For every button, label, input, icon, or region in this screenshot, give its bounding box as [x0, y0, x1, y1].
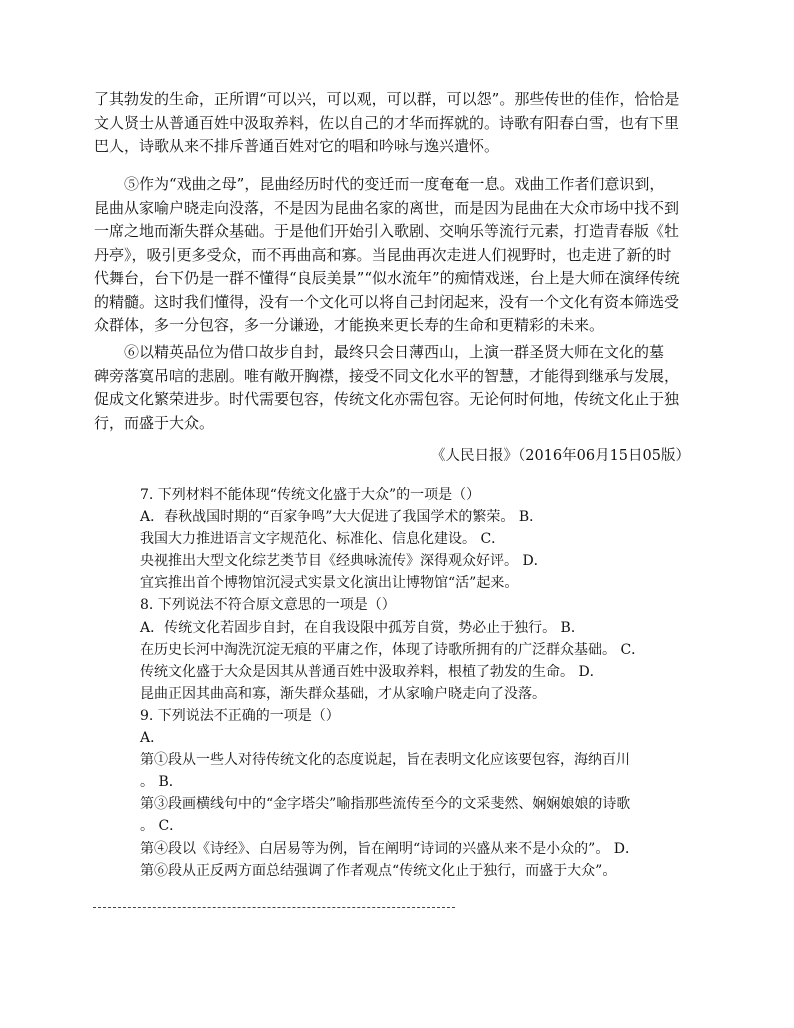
question-line: 9. 下列说法不正确的一项是（）: [140, 707, 340, 724]
text-line: ⑥以精英品位为借口故步自封，最终只会日薄西山，上演一群圣贤大师在文化的墓: [124, 343, 665, 361]
article-source: 《人民日报》（2016年06月15日05版）: [430, 448, 690, 464]
question-line: 昆曲正因其曲高和寡，渐失群众基础，才从家喻户晓走向了没落。: [140, 685, 546, 702]
question-line: 8. 下列说法不符合原文意思的一项是（）: [140, 597, 396, 614]
dashed-divider: [93, 907, 455, 908]
text-line: 代舞台，台下仍是一群不懂得“良辰美景”“似水流年”的痴情戏迷，台上是大师在演绎传统: [94, 269, 680, 287]
text-line: 碑旁落寞吊唁的悲剧。唯有敞开胸襟，接受不同文化水平的智慧，才能得到继承与发展，: [94, 366, 680, 385]
question-line: 。 C．: [140, 818, 184, 835]
text-line: 文人贤士从普通百姓中汲取养料，佐以自己的才华而挥就的。诗歌有阳春白雪，也有下里: [94, 113, 680, 132]
text-line: 一席之地而渐失群众基础。于是他们开始引入歌剧、交响乐等流行元素，打造青春版《牡: [94, 222, 680, 240]
text-line: 众群体，多一分包容，多一分谦逊，才能换来更长寿的生命和更精彩的未来。: [94, 316, 605, 334]
question-line: 第①段从一些人对待传统文化的态度说起，旨在表明文化应该要包容，海纳百川: [140, 752, 630, 769]
question-list: [140, 484, 700, 882]
text-line: 了其勃发的生命，正所谓“可以兴，可以观，可以群，可以怨”。那些传世的佳作，恰恰是: [94, 90, 680, 108]
text-line: 促成文化繁荣进步。时代需要包容，传统文化亦需包容。无论何时何地，传统文化止于独: [94, 390, 680, 408]
question-line: A．春秋战国时期的“百家争鸣”大大促进了我国学术的繁荣。 B．: [140, 509, 544, 526]
text-line: 的精髓。这时我们懂得，没有一个文化可以将自己封闭起来，没有一个文化有资本筛选受: [94, 292, 680, 311]
text-line: ⑤作为“戏曲之母”，昆曲经历时代的变迁而一度奄奄一息。戏曲工作者们意识到，: [124, 175, 665, 193]
question-line: 第③段画横线句中的“金字塔尖”喻指那些流传至今的文采斐然、娴娴娘娘的诗歌: [140, 796, 631, 813]
question-line: 央视推出大型文化综艺类节目《经典咏流传》深得观众好评。 D．: [140, 553, 548, 570]
question-line: 第④段以《诗经》、白居易等为例，旨在阐明“诗词的兴盛从来不是小众的”。 D．: [140, 840, 639, 857]
text-line: 昆曲从家喻户晓走向没落，不是因为昆曲名家的离世，而是因为昆曲在大众市场中找不到: [94, 198, 680, 217]
text-line: 行，而盛于大众。: [94, 413, 215, 432]
text-line: 巴人，诗歌从来不排斥普通百姓对它的唱和吟咏与逸兴遣怀。: [94, 137, 500, 155]
question-line: 。 B．: [140, 774, 183, 791]
question-line: 我国大力推进语言文字规范化、标准化、信息化建设。 C．: [140, 531, 506, 548]
question-line: 宜宾推出首个博物馆沉浸式实景文化演出让博物馆“活”起来。: [140, 575, 519, 592]
question-line: 第⑥段从正反两方面总结强调了作者观点“传统文化止于独行，而盛于大众”。: [140, 862, 617, 879]
question-line: 7. 下列材料不能体现“传统文化盛于大众”的一项是（）: [140, 487, 481, 503]
text-line: 丹亭》，吸引更多受众，而不再曲高和寡。当昆曲再次走进人们视野时，也走进了新的时: [94, 245, 672, 264]
question-line: A．传统文化若固步自封，在自我设限中孤芳自赏，势必止于独行。 B．: [140, 619, 585, 636]
article-paragraph-5: [94, 173, 706, 338]
article-paragraph-continued: [94, 88, 706, 159]
question-line: 在历史长河中淘洗沉淀无痕的平庸之作，体现了诗歌所拥有的广泛群众基础。 C．: [140, 641, 646, 658]
question-line: A．: [140, 730, 165, 747]
question-line: 传统文化盛于大众是因其从普通百姓中汲取养料，根植了勃发的生命。 D．: [140, 663, 604, 680]
article-paragraph-6: [94, 341, 706, 435]
